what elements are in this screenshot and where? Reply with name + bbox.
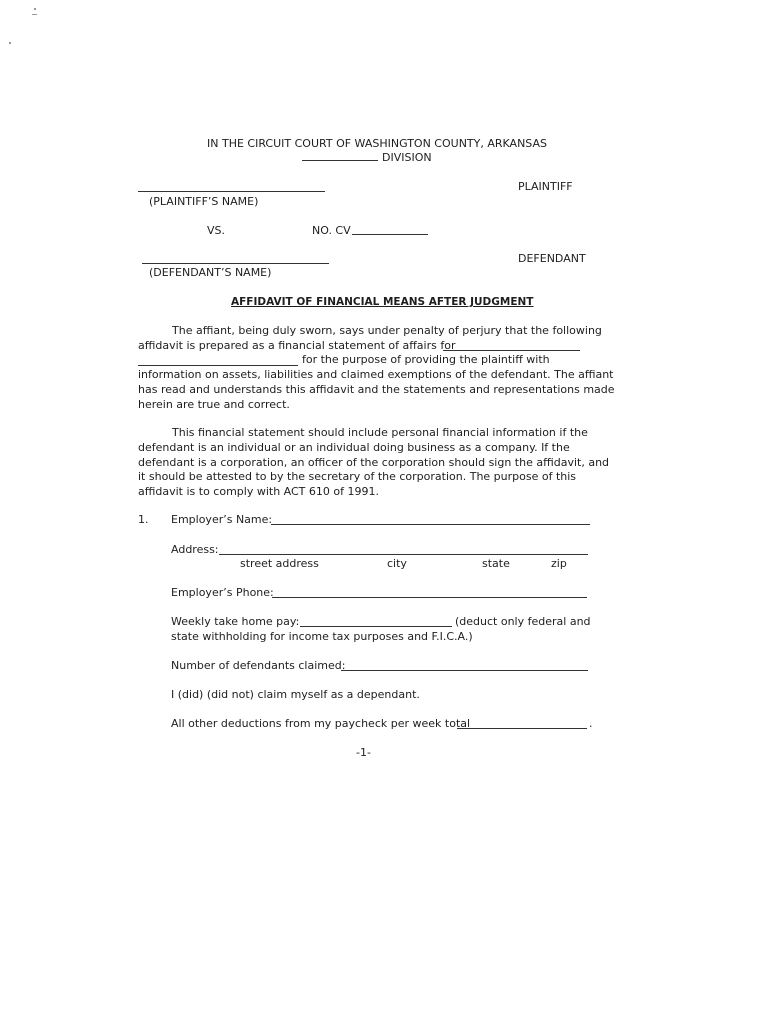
affairs-for-blank-2[interactable] [138, 365, 298, 366]
plaintiff-name-blank[interactable] [138, 191, 325, 192]
instructions-line-3: defendant is a corporation, an officer of the corporation should sign the affidavit, and [138, 456, 610, 469]
employer-name-label: Employer’s Name: [171, 513, 273, 526]
case-number-blank[interactable] [352, 234, 428, 235]
scan-mark [32, 14, 37, 15]
employer-phone-blank[interactable] [272, 597, 587, 598]
intro-line-6: herein are true and correct. [138, 398, 290, 411]
defendants-claimed-blank[interactable] [341, 670, 588, 671]
intro-line-5: has read and understands this affidavit and the statements and representations made [138, 383, 615, 396]
intro-line-3: for the purpose of providing the plaintiff with [302, 353, 550, 366]
address-city-caption: city [387, 557, 407, 570]
instructions-line-5: affidavit is to comply with ACT 610 of 1991. [138, 485, 379, 498]
defendant-label: DEFENDANT [518, 252, 586, 265]
scan-mark [9, 42, 11, 44]
defendant-name-label: (DEFENDANT’S NAME) [149, 266, 272, 279]
plaintiff-name-label: (PLAINTIFF’S NAME) [149, 195, 259, 208]
division-blank[interactable] [302, 160, 378, 161]
document-title: AFFIDAVIT OF FINANCIAL MEANS AFTER JUDGMENT [231, 296, 534, 308]
case-number-label: NO. CV [312, 224, 351, 237]
take-home-note-1: (deduct only federal and [455, 615, 591, 628]
intro-line-4: information on assets, liabilities and claimed exemptions of the defendant. The affiant [138, 368, 614, 381]
take-home-note-2: state withholding for income tax purposes and F.I.C.A.) [171, 630, 473, 643]
employer-name-blank[interactable] [271, 524, 590, 525]
address-label: Address: [171, 543, 219, 556]
dependant-statement: I (did) (did not) claim myself as a dependant. [171, 688, 420, 701]
court-heading: IN THE CIRCUIT COURT OF WASHINGTON COUNTY, ARKANSAS [207, 137, 547, 150]
scan-mark [34, 8, 36, 10]
take-home-blank[interactable] [300, 626, 452, 627]
page-number: -1- [356, 746, 371, 759]
section-number: 1. [138, 513, 149, 526]
address-state-caption: state [482, 557, 510, 570]
take-home-label: Weekly take home pay: [171, 615, 300, 628]
division-label: DIVISION [382, 151, 432, 164]
plaintiff-label: PLAINTIFF [518, 180, 573, 193]
instructions-line-4: it should be attested to by the secretary of the corporation. The purpose of this [138, 470, 577, 483]
other-deductions-blank[interactable] [457, 728, 587, 729]
defendant-name-blank[interactable] [142, 263, 329, 264]
affairs-for-blank[interactable] [443, 350, 580, 351]
intro-line-2 [138, 339, 455, 354]
intro-line-2-text: affidavit is prepared as a financial statement of affairs for [138, 339, 456, 352]
address-blank[interactable] [219, 554, 588, 555]
instructions-line-1: This financial statement should include personal financial information if the [172, 426, 588, 439]
other-deductions-period: . [589, 717, 593, 730]
address-zip-caption: zip [551, 557, 567, 570]
intro-line-1: The affiant, being duly sworn, says under penalty of perjury that the following [172, 324, 602, 337]
other-deductions-label: All other deductions from my paycheck per week total [171, 717, 471, 730]
employer-phone-label: Employer’s Phone: [171, 586, 274, 599]
instructions-line-2: defendant is an individual or an individual doing business as a company. If the [138, 441, 570, 454]
vs-label: VS. [207, 224, 226, 237]
address-street-caption: street address [240, 557, 319, 570]
defendants-claimed-label: Number of defendants claimed: [171, 659, 346, 672]
